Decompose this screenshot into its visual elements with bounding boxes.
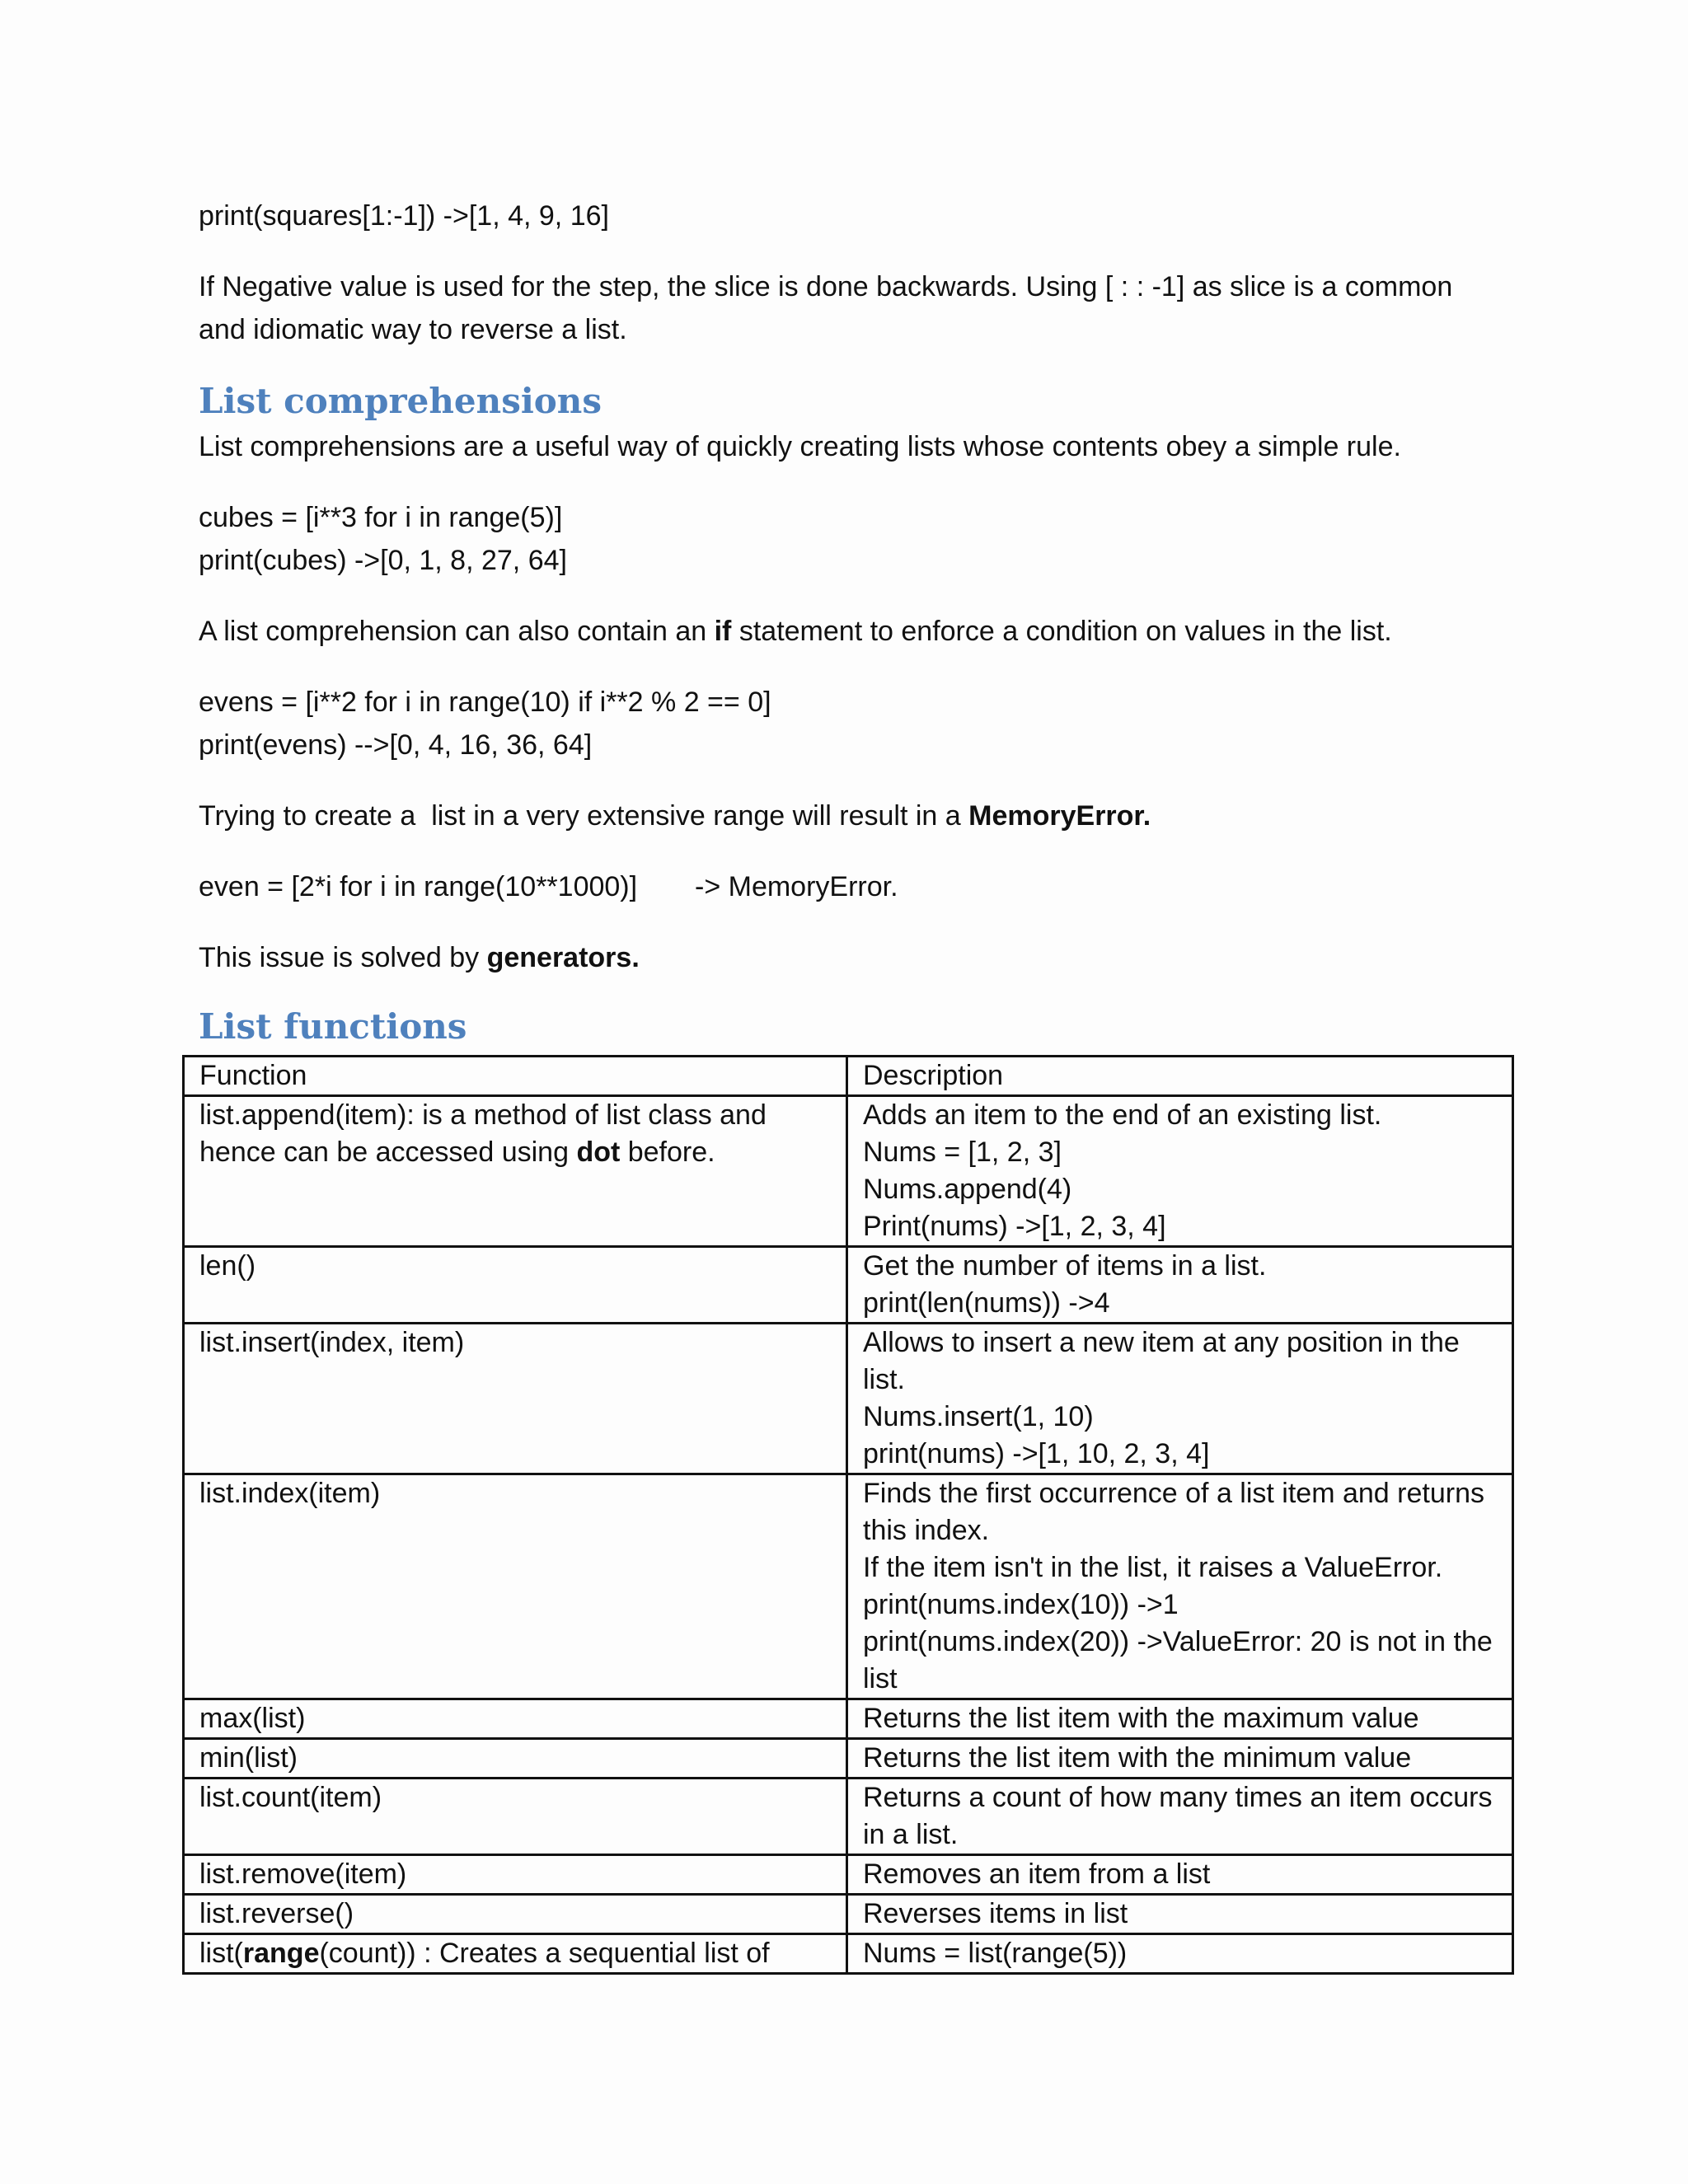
function-cell [184,1096,847,1247]
description-cell [847,1096,1513,1247]
if-statement-paragraph [199,610,1392,653]
cubes-code-line: cubes = [i**3 for i in range(5)] [199,502,563,533]
description-line: Returns the list item with the minimum value [863,1742,1412,1774]
if-paragraph-text-before: A list comprehension can also contain an [199,616,715,647]
print-evens-code-line: print(evens) -->[0, 4, 16, 36, 64] [199,729,593,761]
table-row [184,1699,1513,1739]
function-bold-text: dot [576,1137,621,1168]
description-cell [847,1855,1513,1895]
generators-paragraph [199,936,640,979]
evens-code-line: evens = [i**2 for i in range(10) if i**2 % 2 == 0] [199,687,771,718]
function-text: list( [199,1938,243,1969]
description-line: Nums.append(4) [863,1174,1072,1205]
description-cell [847,1324,1513,1474]
description-line: Returns the list item with the maximum value [863,1703,1419,1734]
table-header-row [184,1057,1513,1096]
function-text: min(list) [199,1742,298,1774]
table-row [184,1855,1513,1895]
description-line: print(nums.index(10)) ->1 [863,1589,1179,1620]
comprehensions-intro: List comprehensions are a useful way of quickly creating lists whose contents obey a simple rule. [199,431,1401,462]
table-row [184,1324,1513,1474]
squares-code-line: print(squares[1:-1]) ->[1, 4, 9, 16] [199,200,609,232]
table-row [184,1096,1513,1247]
even-code-result: -> MemoryError. [695,871,898,902]
description-line: Finds the first occurrence of a list item and returns this index. [863,1478,1484,1546]
description-line: Print(nums) ->[1, 2, 3, 4] [863,1211,1166,1242]
function-cell [184,1779,847,1855]
description-line: print(nums.index(20)) ->ValueError: 20 is not in the list [863,1626,1493,1694]
function-cell [184,1324,847,1474]
list-comprehensions-heading: List comprehensions [199,381,602,421]
description-cell [847,1474,1513,1699]
generators-keyword: generators. [486,942,640,973]
function-text: list.count(item) [199,1782,382,1813]
header-function: Function [184,1057,847,1096]
function-text-after: (count)) : Creates a sequential list of [319,1938,770,1969]
function-cell [184,1855,847,1895]
table-row [184,1779,1513,1855]
description-line: Nums.insert(1, 10) [863,1401,1094,1432]
description-cell [847,1895,1513,1934]
list-functions-table [182,1055,1514,1975]
description-line: Get the number of items in a list. [863,1250,1267,1282]
if-keyword: if [714,616,732,647]
function-text: len() [199,1250,256,1282]
table-row [184,1739,1513,1779]
function-cell [184,1739,847,1779]
description-line: print(nums) ->[1, 10, 2, 3, 4] [863,1438,1210,1469]
description-line: Adds an item to the end of an existing list. [863,1099,1382,1131]
description-line: Removes an item from a list [863,1858,1211,1890]
table-row [184,1895,1513,1934]
description-line: Returns a count of how many times an item occurs in a list. [863,1782,1493,1850]
memory-error-keyword: MemoryError. [968,800,1151,832]
function-cell [184,1247,847,1324]
list-functions-heading: List functions [199,1006,467,1047]
table-row [184,1474,1513,1699]
function-cell [184,1934,847,1974]
function-text: list.remove(item) [199,1858,407,1890]
description-cell [847,1739,1513,1779]
memory-paragraph-text: Trying to create a list in a very extensive range will result in a [199,800,969,832]
description-cell [847,1699,1513,1739]
description-cell [847,1934,1513,1974]
generators-text: This issue is solved by [199,942,487,973]
table-row [184,1934,1513,1974]
function-bold-text: range [242,1938,320,1969]
description-line: Nums = [1, 2, 3] [863,1137,1062,1168]
memory-error-paragraph [199,794,1151,837]
description-line: print(len(nums)) ->4 [863,1287,1110,1319]
function-cell [184,1474,847,1699]
description-line: Allows to insert a new item at any position in the list. [863,1327,1460,1395]
description-line: Reverses items in list [863,1898,1128,1929]
description-line: If the item isn't in the list, it raises a ValueError. [863,1552,1443,1583]
description-cell [847,1779,1513,1855]
description-line: Nums = list(range(5)) [863,1938,1128,1969]
negative-step-paragraph: If Negative value is used for the step, the slice is done backwards. Using [ : : -1] as slice is a common and idiomatic way to reverse a list. [199,271,1453,345]
function-cell [184,1699,847,1739]
function-text: list.insert(index, item) [199,1327,465,1358]
function-text: max(list) [199,1703,306,1734]
even-code-line: even = [2*i for i in range(10**1000)] [199,871,638,902]
function-text: list.reverse() [199,1898,354,1929]
table-row [184,1247,1513,1324]
description-cell [847,1247,1513,1324]
function-text-after: before. [620,1137,715,1168]
function-text: list.append(item): is a method of list class and hence can be accessed using [199,1099,767,1168]
print-cubes-code-line: print(cubes) ->[0, 1, 8, 27, 64] [199,545,567,576]
function-cell [184,1895,847,1934]
if-paragraph-text-after: statement to enforce a condition on values in the list. [731,616,1392,647]
function-text: list.index(item) [199,1478,381,1509]
header-description: Description [847,1057,1513,1096]
